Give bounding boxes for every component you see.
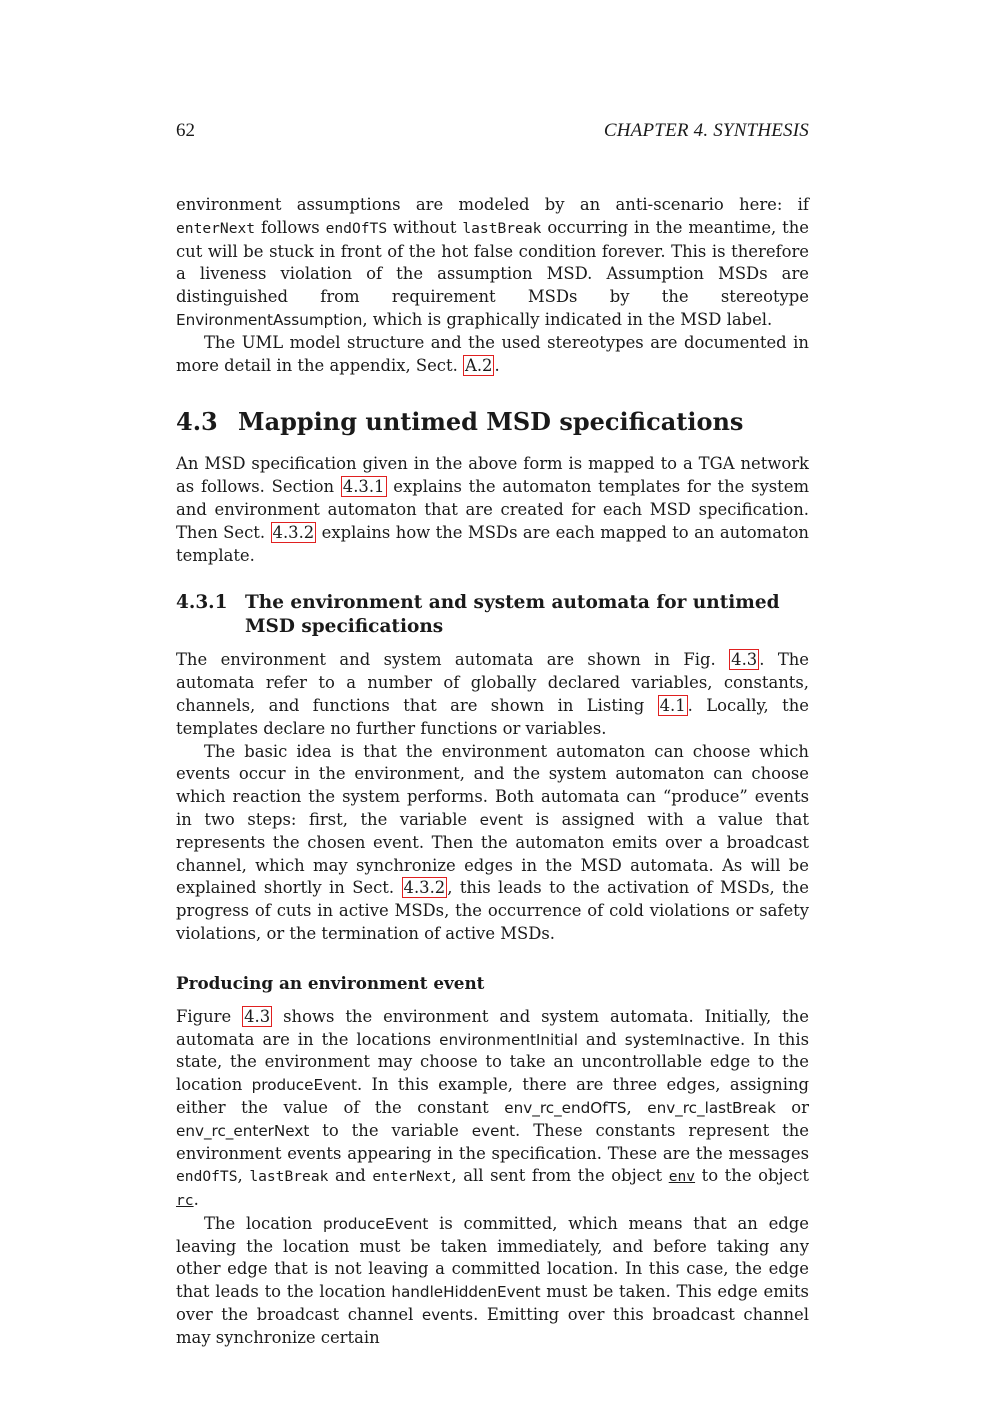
page-number: 62 bbox=[176, 120, 195, 141]
paragraph-assumptions: environment assumptions are modeled by an anti-scenario here: if enterNext follows endOfTS without lastBreak occurring in the meantime, the cut will be stuck in front of the hot false condition forever. This is therefore a liveness violation of the assumption MSD. Assumption MSDs are distinguished from requirement MSDs by the stereotype EnvironmentAssumption, which is graphically indicated in the MSD label. bbox=[176, 195, 809, 329]
subsection-heading-4-3-1: 4.3.1 The environment and system automata for untimed MSD specifications bbox=[176, 592, 780, 638]
section-heading-4-3: 4.3 Mapping untimed MSD specifications bbox=[176, 407, 744, 437]
paragraph-automata-shown: The environment and system automata are shown in Fig. 4.3 . The automata refer to a number of globally declared variables, constants, channels, and functions that are shown in Listing 4.1 . Locally, the templates declare no further functions or variables. bbox=[176, 650, 810, 738]
paragraph-mapping-intro: An MSD specification given in the above form is mapped to a TGA network as follows. Section 4.3.1 explains the automaton templates for the system and environment automaton that are created for each MSD specification. Then Sect. 4.3.2 explains how the MSDs are each mapped to an automaton template. bbox=[176, 454, 809, 565]
paragraph-figure-description: Figure 4.3 shows the environment and system automata. Initially, the automata are in the locations environmentInitial and systemInactive. In this state, the environment may choose to take an uncontrollable edge to the location produceEvent. In this example, there are three edges, assigning either the value of the constant env_rc_endOfTS, env_rc_lastBreak or env_rc_enterNext to the variable event. These constants represent the environment events appearing in the specification. These are the messages endOfTS, lastBreak and enterNext, all sent from the object env to the object rc. bbox=[176, 1006, 810, 1210]
paragraph-basic-idea: The basic idea is that the environment automaton can choose which events occur in the environment, and the system automaton can choose which reaction the system performs. Both automata can “produce” events in two steps: first, the variable event is assigned with a value that represents the chosen event. Then the automaton emits over a broadcast channel, which may synchronize edges in the MSD automata. As will be explained shortly in Sect. 4.3.2 , this leads to the activation of MSDs, the progress of cuts in active MSDs, the occurrence of cold violations or safety violations, or the termination of active MSDs. bbox=[176, 741, 809, 943]
running-head bbox=[176, 118, 809, 144]
ref-link-4-3-2-b[interactable]: 4.3.2 bbox=[403, 878, 446, 898]
ref-link-a2[interactable]: A.2 bbox=[465, 355, 493, 375]
page bbox=[176, 118, 809, 1350]
ref-link-fig-4-3-b[interactable]: 4.3 bbox=[244, 1006, 271, 1026]
paragraph-uml-structure: The UML model structure and the used stereotypes are documented in more detail in the appendix, Sect. A.2 . bbox=[176, 332, 809, 375]
ref-link-listing-4-1[interactable]: 4.1 bbox=[659, 695, 686, 715]
paragraph-committed-location: The location produceEvent is committed, which means that an edge leaving the location must be taken immediately, and before taking any other edge that is not leaving a committed location. In this case, the edge that leads to the location handleHiddenEvent must be taken. This edge emits over the broadcast channel events. Emitting over this broadcast channel may synchronize certain bbox=[176, 1213, 809, 1347]
ref-link-4-3-1[interactable]: 4.3.1 bbox=[342, 477, 385, 497]
ref-link-fig-4-3[interactable]: 4.3 bbox=[731, 650, 758, 670]
chapter-title: CHAPTER 4. SYNTHESIS bbox=[603, 120, 809, 141]
paragraph-heading-producing-event: Producing an environment event bbox=[176, 972, 485, 993]
ref-link-4-3-2[interactable]: 4.3.2 bbox=[272, 522, 315, 542]
